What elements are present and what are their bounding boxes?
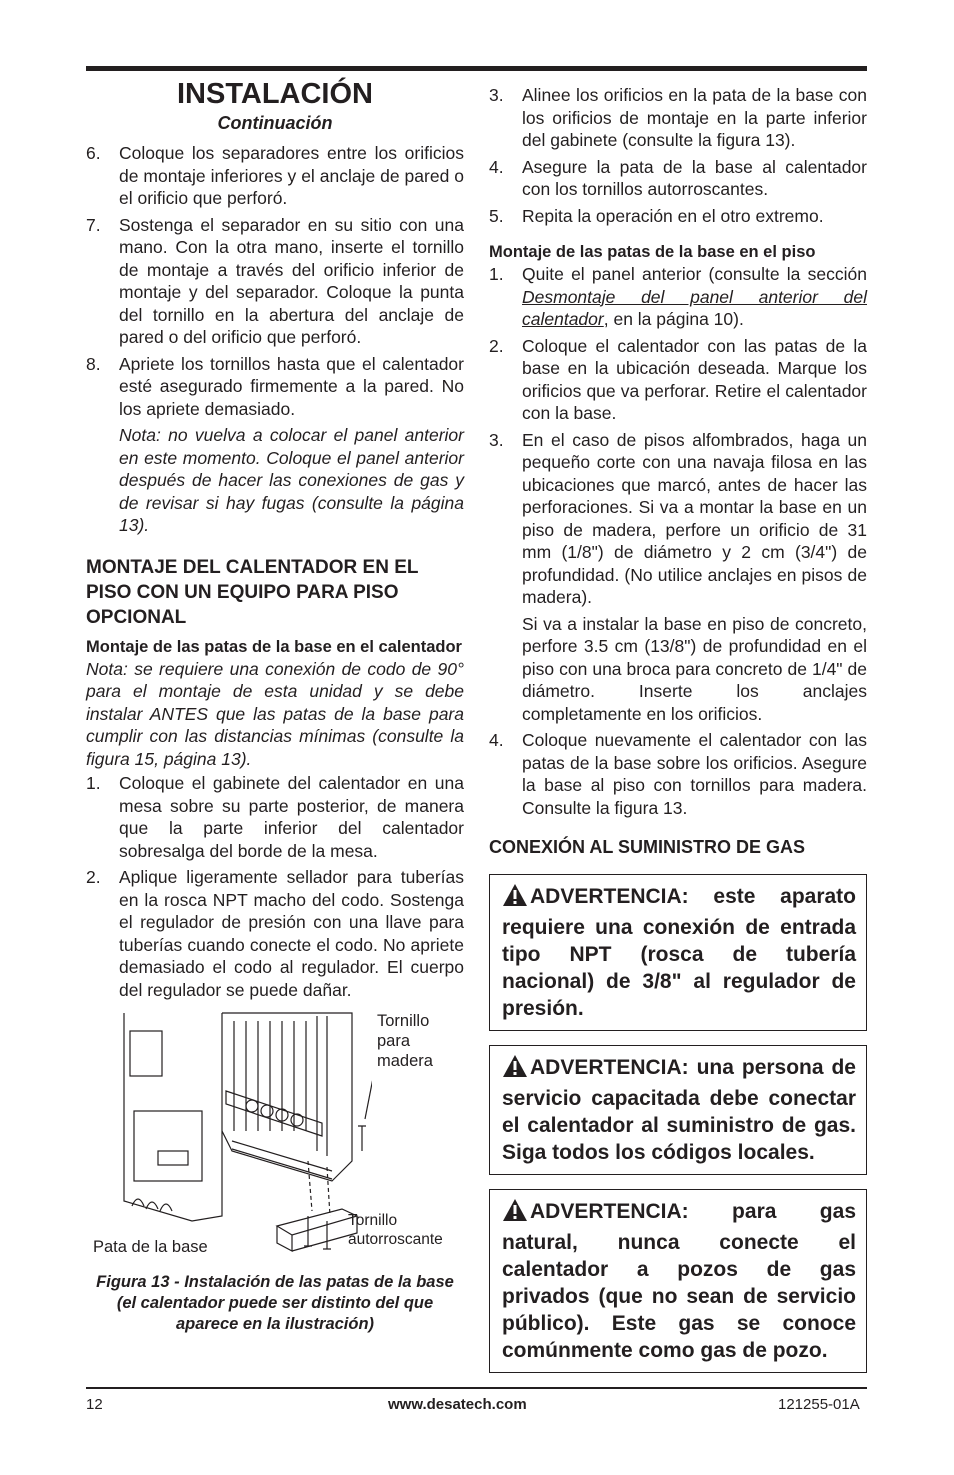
- list-item: 1. Quite el panel anterior (consulte la sección Desmontaje del panel anterior del calentador, en la página 10).: [489, 264, 867, 329]
- steps-list-floor: [489, 263, 867, 819]
- website-link[interactable]: www.desatech.com: [388, 1396, 527, 1413]
- bottom-rule: [86, 1387, 867, 1389]
- gas-section-heading: CONEXIÓN AL SUMINISTRO DE GAS: [489, 837, 806, 857]
- steps-list-heater-cont: [489, 84, 867, 227]
- list-item: 4. Asegure la pata de la base al calentador con los tornillos autorroscantes.: [489, 156, 867, 199]
- page-number: 12: [86, 1396, 103, 1413]
- list-item: 6. Coloque los separadores entre los orificios de montaje inferiores y el anclaje de pared o el orificio que perforó.: [86, 143, 464, 208]
- label-self-tapping-screw: Tornillo autorroscante: [348, 1212, 443, 1248]
- warning-triangle-icon: [502, 1054, 528, 1085]
- list-item: 5. Repita la operación en el otro extremo.: [489, 205, 824, 226]
- right-column: [489, 84, 867, 1373]
- subsection-heading: Montaje de las patas de la base en el piso: [489, 243, 816, 261]
- list-item: 4. Coloque nuevamente el calentador con las patas de la base sobre los orificios. Asegure la base al piso con tornillos para madera. Consulte la figura 13.: [489, 730, 867, 818]
- warning-triangle-icon: [502, 1198, 528, 1229]
- list-item: 2. Coloque el calentador con las patas de la base en la ubicación deseada. Marque los orificios que va perforar. Retire el calentador con la base.: [489, 335, 867, 423]
- steps-list-continued: [86, 142, 464, 537]
- list-item: 2. Aplique ligeramente sellador para tuberías en la rosca NPT macho del codo. Sostenga el regulador de presión con una llave para tuberías cuando conecte el codo. No apriete demasiado el codo al regulador. El cuerpo del regulador se puede dañar.: [86, 867, 464, 1000]
- label-base-leg: Pata de la base: [93, 1238, 208, 1256]
- warning-triangle-icon: [502, 883, 528, 914]
- list-item: 7. Sostenga el separador en su sitio con una mano. Con la otra mano, inserte el tornillo de montaje a través del orificio inferior de montaje y del separador. Coloque la punta del tornillo en la abertura del anclaje de pared o del orificio que perforó.: [86, 214, 464, 347]
- heater-base-illustration: [122, 1011, 372, 1256]
- note-text: Nota: no vuelva a colocar el panel anterior en este momento. Coloque el panel anterior después de hacer las conexiones de gas y de revisar si hay fugas (consulte la página 13).: [119, 425, 464, 535]
- document-code: 121255-01A: [778, 1396, 860, 1413]
- figure-caption: Figura 13 - Instalación de las patas de la base (el calentador puede ser distinto del que aparece en la ilustración): [96, 1273, 454, 1333]
- top-rule: [86, 66, 867, 71]
- section-heading: MONTAJE DEL CALENTADOR EN EL PISO CON UN EQUIPO PARA PISO OPCIONAL: [86, 556, 419, 628]
- warning-box-qualified-person: ADVERTENCIA: una persona de servicio capacitada debe conectar el calentador al suministro de gas. Siga todos los códigos locales.: [489, 1045, 867, 1175]
- concrete-floor-text: Si va a instalar la base en piso de concreto, perfore 3.5 cm (13/8") de profundidad en el piso con una broca para concreto de 1/4" de diámetro. Inserte los anclajes completamente en los orificios.: [522, 613, 867, 724]
- page-title: INSTALACIÓN: [176, 78, 373, 110]
- subsection-heading: Montaje de las patas de la base en el calentador: [86, 637, 462, 656]
- list-item: 1. Coloque el gabinete del calentador en una mesa sobre su parte posterior, de manera que la parte inferior del calentador sobresalga del borde de la mesa.: [86, 773, 464, 861]
- section-reference-link[interactable]: Desmontaje del panel anterior del calentador: [522, 286, 867, 329]
- list-item: 3. Alinee los orificios en la pata de la base con los orificios de montaje en la parte inferior del gabinete (consulte la figura 13).: [489, 85, 867, 150]
- figure-13: [86, 1011, 464, 1266]
- lead-note: Nota: se requiere una conexión de codo de 90° para el montaje de esta unidad y se debe instalar ANTES que las patas de la base para cumplir con las distancias mínimas (consulte la figura 15, página 13).: [86, 658, 464, 769]
- label-wood-screw: Tornillo para madera: [377, 1012, 433, 1070]
- list-item: 8. Apriete los tornillos hasta que el calentador esté asegurado firmemente a la pared. No los apriete demasiado. Nota: no vuelva a colocar el panel anterior en este momento. Coloque el panel anterior después de hacer las conexiones de gas y de revisar si hay fugas (consulte la página 13).: [86, 353, 464, 535]
- left-column: [86, 78, 464, 1335]
- list-item: 3. En el caso de pisos alfombrados, haga un pequeño corte con una navaja filosa en las ubicaciones que marcó, antes de hacer las perforaciones. Si va a montar la base en un piso de madera, perfore un orificio de 31 mm (1/8") de diámetro y 2 cm (3/4") de profundidad. (No utilice anclajes en pisos de madera). Si va a instalar la base en piso de concreto, perfore 3.5 cm (13/8") de profundidad en el piso con una broca para concreto de 1/4" de diámetro. Inserte los anclajes completamente en los orificios.: [489, 429, 867, 724]
- steps-list-heater: [86, 772, 464, 1001]
- warning-box-natural-gas: ADVERTENCIA: para gas natural, nunca conecte el calentador a pozos de gas privados (que no sean de servicio público). Este gas se conoce comúnmente como gas de pozo.: [489, 1189, 867, 1373]
- warning-box-npt: ADVERTENCIA: este aparato requiere una conexión de entrada tipo NPT (rosca de tubería nacional) de 3/8" al regulador de presión.: [489, 874, 867, 1031]
- page-subtitle: Continuación: [217, 113, 333, 133]
